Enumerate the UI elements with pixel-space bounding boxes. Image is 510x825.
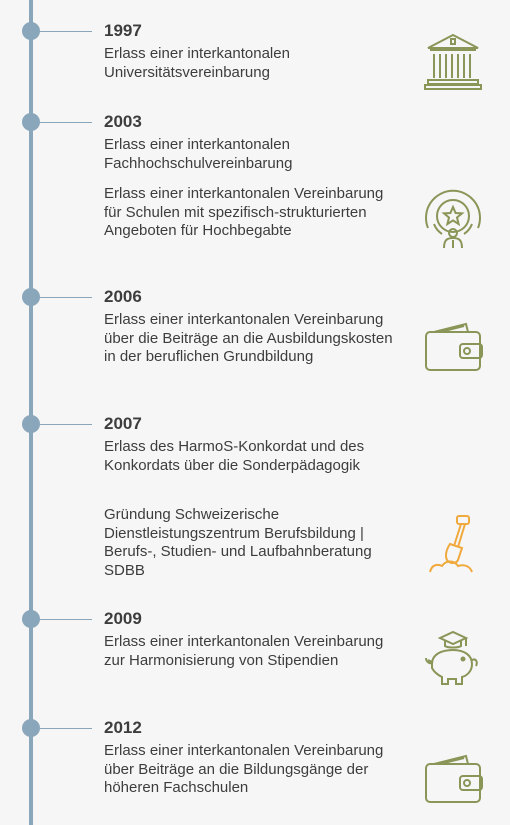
gifted-person-star-icon [420,188,486,254]
entry-description: Erlass einer interkantonalen Vereinbarung zur Harmonisierung von Stipendien [104,633,384,669]
wallet-icon [420,316,486,382]
entry-description: Gründung Schweizerische Dienstleistungszentrum Berufsbildung | Berufs-, Studien- und Laufbahnberatung SDBB [104,506,372,579]
timeline-connector [36,31,92,32]
shovel-icon [420,510,486,576]
entry-year: 2012 [104,718,142,737]
timeline-connector [36,122,92,123]
entry-description: Erlass einer interkantonalen Vereinbarung über Beiträge an die Bildungsgänge der höheren Fachschulen [104,742,384,796]
timeline-connector [36,619,92,620]
timeline-connector [36,297,92,298]
entry-year: 2007 [104,414,142,433]
entry-description: Erlass einer interkantonalen Universitätsvereinbarung [104,45,290,81]
entry-description: Erlass einer interkantonalen Fachhochschulvereinbarung [104,136,293,172]
piggy-bank-graduation-icon [420,626,486,692]
entry-year: 1997 [104,21,142,40]
university-building-icon [420,28,486,94]
entry-year: 2009 [104,609,142,628]
entry-year: 2006 [104,287,142,306]
entry-description: Erlass des HarmoS-Konkordat und des Konkordats über die Sonderpädagogik [104,438,365,474]
wallet-icon [420,748,486,814]
timeline-connector [36,728,92,729]
entry-year: 2003 [104,112,142,131]
entry-description: Erlass einer interkantonalen Vereinbarung für Schulen mit spezifisch-strukturierten Angeboten für Hochbegabte [104,185,384,239]
entry-description: Erlass einer interkantonalen Vereinbarung über die Beiträge an die Ausbildungskosten in der beruflichen Grundbildung [104,311,393,365]
timeline-connector [36,424,92,425]
